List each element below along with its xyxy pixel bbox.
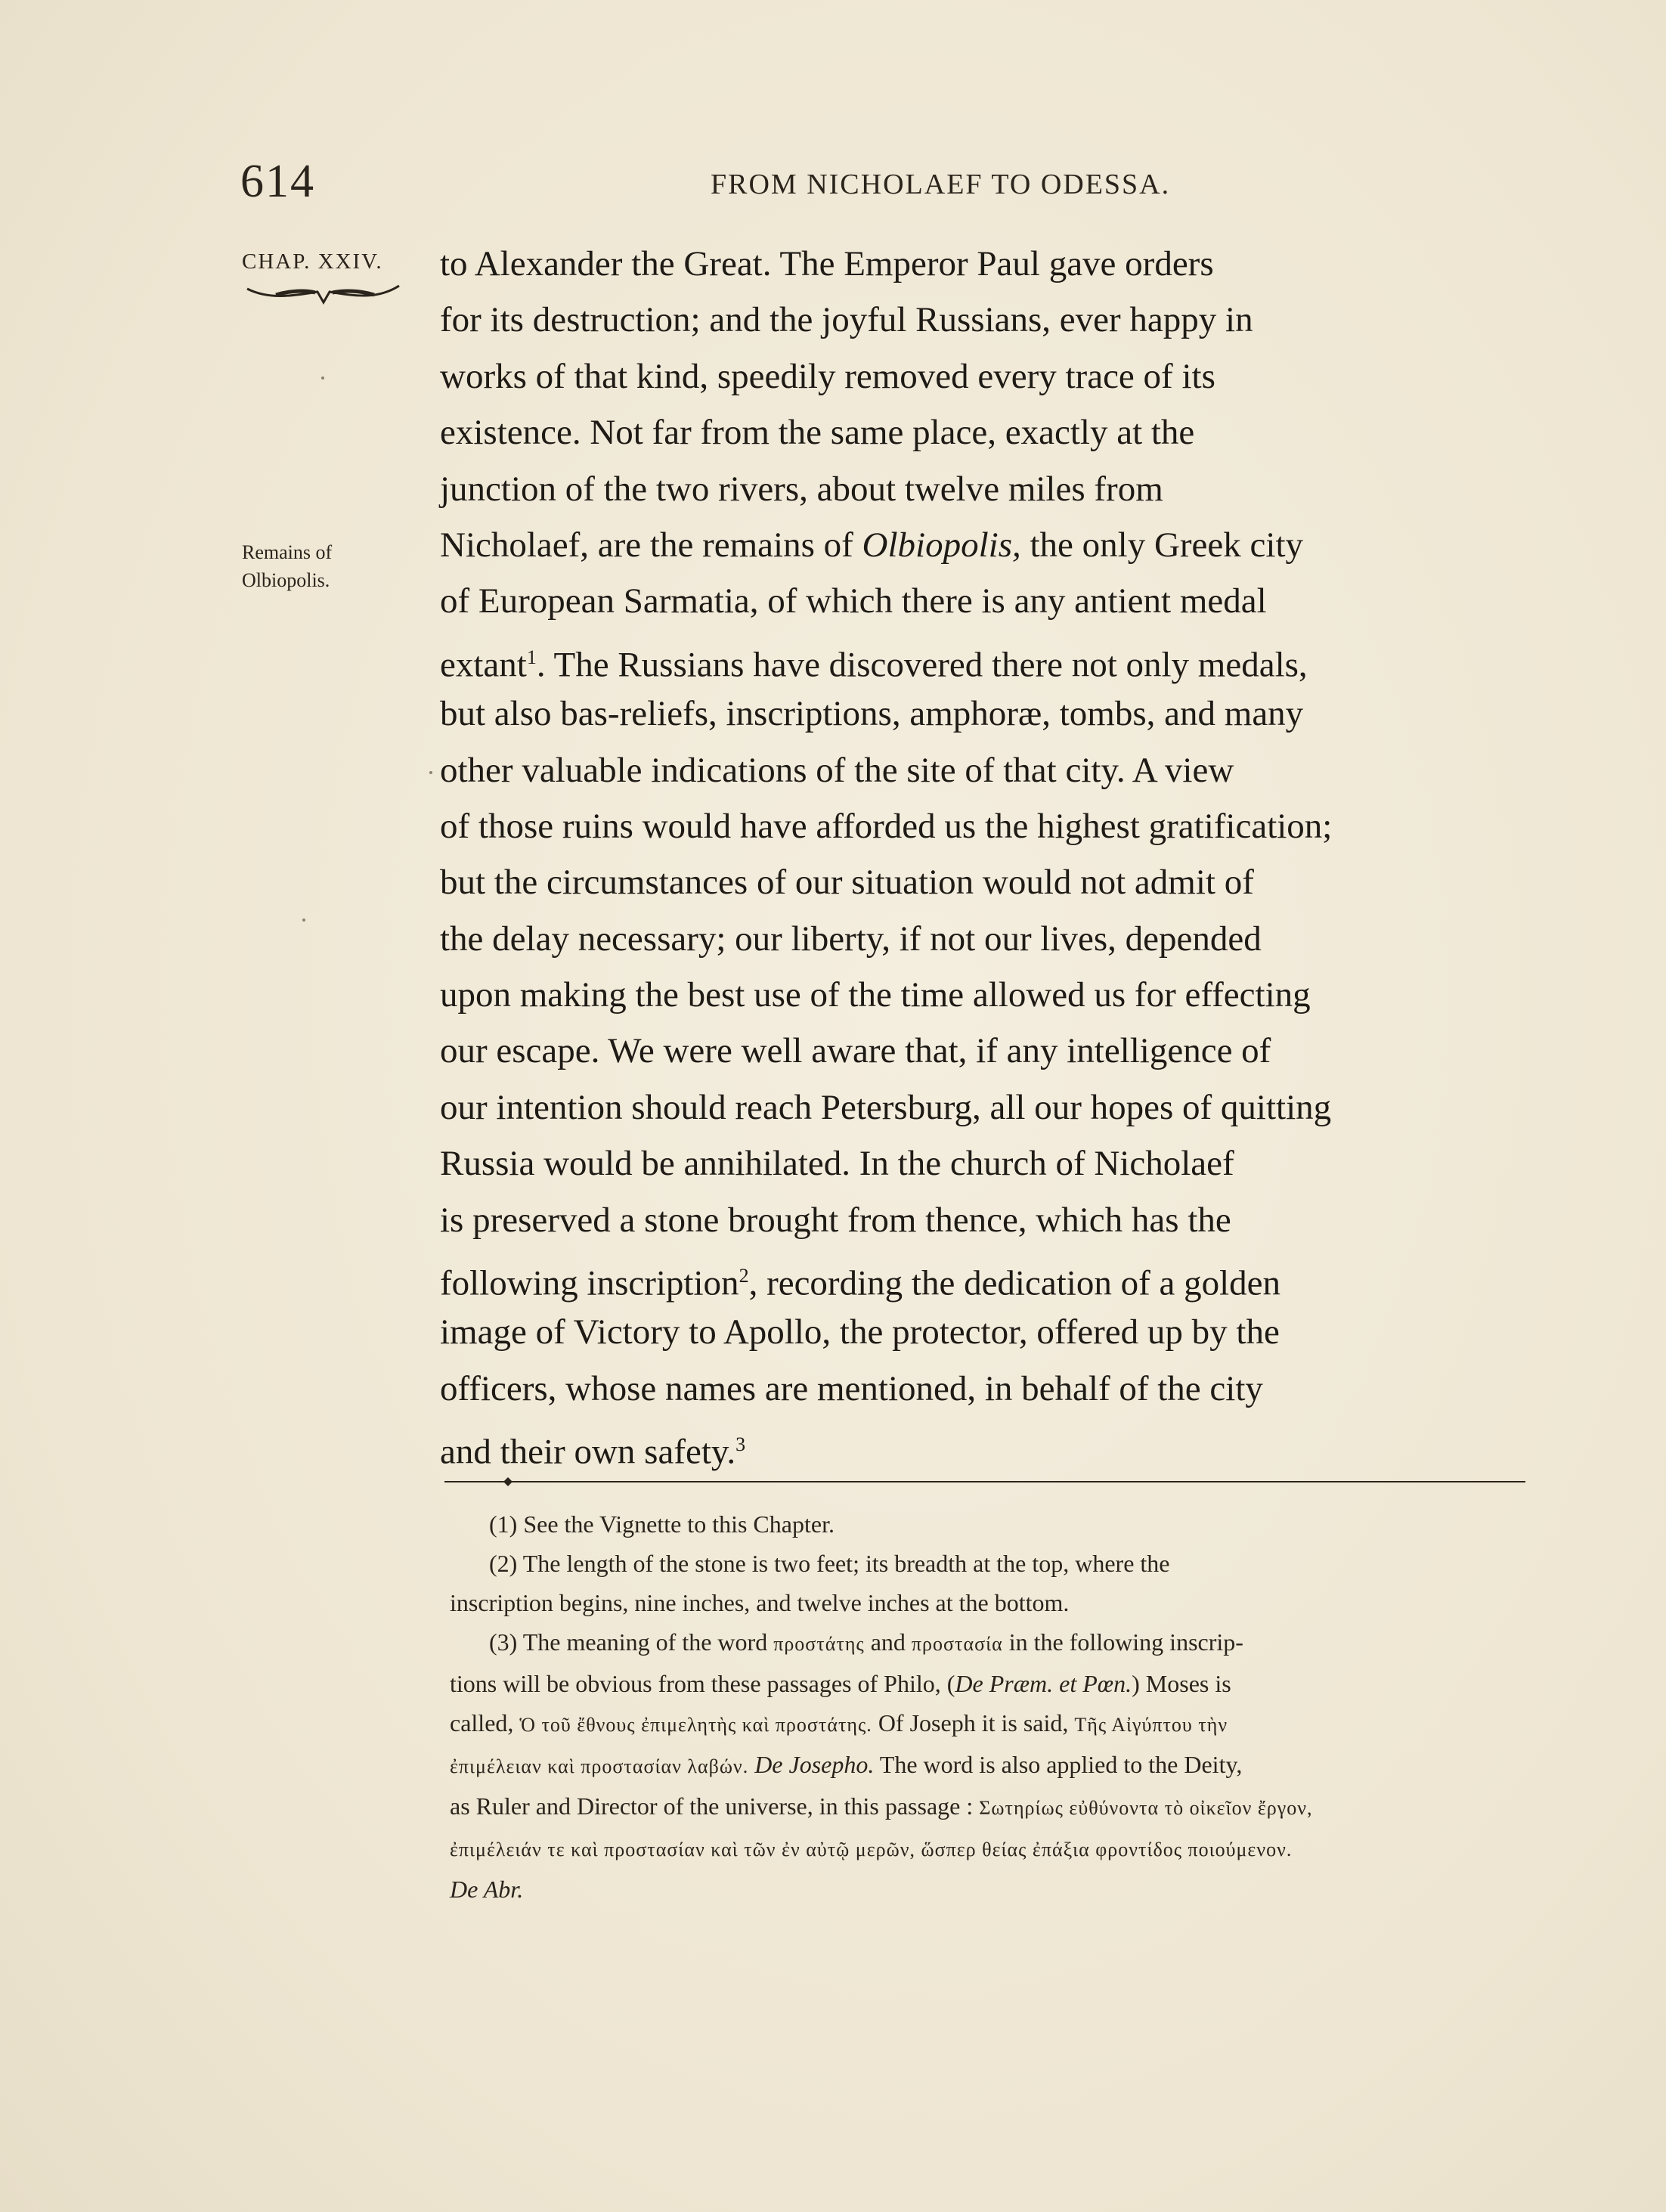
footnote-marker: 2 xyxy=(739,1265,749,1287)
fn-italic: De Abr. xyxy=(450,1876,524,1903)
page-number: 614 xyxy=(240,156,315,207)
body-text-run: , recording the dedication of a golden xyxy=(748,1263,1281,1303)
body-line: upon making the best use of the time allowed us for effecting xyxy=(440,975,1311,1015)
body-text-run: following inscription xyxy=(440,1263,739,1303)
greek-word: προστασία xyxy=(911,1633,1003,1655)
fn-text: called, xyxy=(450,1709,514,1736)
greek-quote: Τῆς Αἰγύπτου τὴν xyxy=(1074,1714,1228,1736)
footnote-1: (1) See the Vignette to this Chapter. xyxy=(489,1510,835,1538)
fn-text: (3) The meaning of the word xyxy=(489,1628,768,1656)
footnote-3-line xyxy=(450,1870,1531,1909)
body-line: the delay necessary; our liberty, if not our lives, depended xyxy=(440,919,1262,959)
fn-text: Of Joseph it is said, xyxy=(878,1709,1069,1736)
footnote-3-line xyxy=(450,1622,1531,1664)
body-text-run: Nicholaef, are the remains of xyxy=(440,525,862,565)
footnote-2-line: inscription begins, nine inches, and twelve inches at the bottom. xyxy=(450,1589,1070,1616)
fn-text: and xyxy=(870,1628,906,1656)
fn-text: The word is also applied to the Deity, xyxy=(879,1751,1243,1778)
footnote-3-line xyxy=(450,1703,1531,1745)
body-line xyxy=(440,630,1530,686)
footnote-marker: 1 xyxy=(526,646,537,668)
greek-quote: Ὁ τοῦ ἔθνους ἐπιμελητὴς καὶ προστάτης. xyxy=(519,1714,872,1736)
footnote-3-line xyxy=(450,1828,1531,1870)
greek-quote: ἐπιμέλειάν τε καὶ προστασίαν καὶ τῶν ἐν αὐτῷ μερῶν, ὥσπερ θείας ἐπάξια φροντίδος ποιούμενον. xyxy=(450,1839,1293,1860)
body-line: Russia would be annihilated. In the church of Nicholaef xyxy=(440,1144,1234,1184)
fn-text: ) Moses is xyxy=(1132,1670,1231,1697)
chapter-label: CHAP. XXIV. xyxy=(242,249,383,274)
footnote-3-line xyxy=(450,1745,1531,1786)
footnote-marker: 3 xyxy=(735,1433,746,1456)
body-text-run: extant xyxy=(440,645,527,685)
chapter-ornament-icon xyxy=(246,280,401,310)
body-line: of European Sarmatia, of which there is any antient medal xyxy=(440,581,1267,621)
footnotes xyxy=(450,1504,1531,1909)
running-head: FROM NICHOLAEF TO ODESSA. xyxy=(711,169,1171,200)
body-line: but also bas-reliefs, inscriptions, amphoræ, tombs, and many xyxy=(440,694,1304,734)
footnote-2-line: (2) The length of the stone is two feet; its breadth at the top, where the xyxy=(489,1550,1170,1577)
body-line xyxy=(440,1248,1530,1304)
fn-text: tions will be obvious from these passages of Philo, ( xyxy=(450,1670,955,1697)
body-line: of those ruins would have afforded us the highest gratification; xyxy=(440,806,1333,846)
body-line: image of Victory to Apollo, the protector, offered up by the xyxy=(440,1312,1280,1352)
body-line: our escape. We were well aware that, if any intelligence of xyxy=(440,1031,1271,1071)
greek-quote: ἐπιμέλειαν καὶ προστασίαν λαβών. xyxy=(450,1755,749,1777)
footnote-3-line xyxy=(450,1664,1531,1703)
body-line: but the circumstances of our situation would not admit of xyxy=(440,863,1254,903)
paper-speck xyxy=(429,771,432,774)
body-line: other valuable indications of the site of that city. A view xyxy=(440,750,1234,790)
body-text-run: and their own safety. xyxy=(440,1432,736,1472)
body-line: for its destruction; and the joyful Russians, ever happy in xyxy=(440,300,1253,340)
body-text xyxy=(440,236,1530,1473)
greek-word: προστάτης xyxy=(773,1633,865,1655)
paper-speck xyxy=(321,376,324,380)
margin-note-line: Olbiopolis. xyxy=(242,569,330,591)
margin-note xyxy=(242,538,332,594)
body-line: existence. Not far from the same place, exactly at the xyxy=(440,413,1195,453)
body-line xyxy=(440,1417,1530,1473)
fn-italic: De Præm. et Pœn. xyxy=(955,1670,1132,1697)
body-line: our intention should reach Petersburg, all our hopes of quitting xyxy=(440,1087,1332,1127)
fn-text: in the following inscrip- xyxy=(1008,1628,1243,1656)
body-line: is preserved a stone brought from thence, which has the xyxy=(440,1200,1231,1240)
body-line: junction of the two rivers, about twelve miles from xyxy=(440,469,1163,509)
margin-note-line: Remains of xyxy=(242,541,333,563)
footnote-rule xyxy=(444,1474,1525,1489)
body-line: to Alexander the Great. The Emperor Paul gave orders xyxy=(440,244,1214,283)
fn-italic: De Josepho. xyxy=(754,1751,875,1778)
body-line: works of that kind, speedily removed every trace of its xyxy=(440,356,1215,396)
greek-quote: Σωτηρίως εὐθύνοντα τὸ οἰκεῖον ἔργον, xyxy=(979,1797,1313,1819)
body-line xyxy=(440,517,1530,573)
body-text-run: . The Russians have discovered there not only medals, xyxy=(536,645,1308,685)
footnote-3-line xyxy=(450,1786,1531,1828)
body-italic: Olbiopolis, xyxy=(862,525,1021,565)
body-text-run: the only Greek city xyxy=(1020,525,1304,565)
fn-text: as Ruler and Director of the universe, in this passage : xyxy=(450,1792,974,1820)
paper-speck xyxy=(302,919,305,922)
body-line: officers, whose names are mentioned, in behalf of the city xyxy=(440,1368,1263,1408)
